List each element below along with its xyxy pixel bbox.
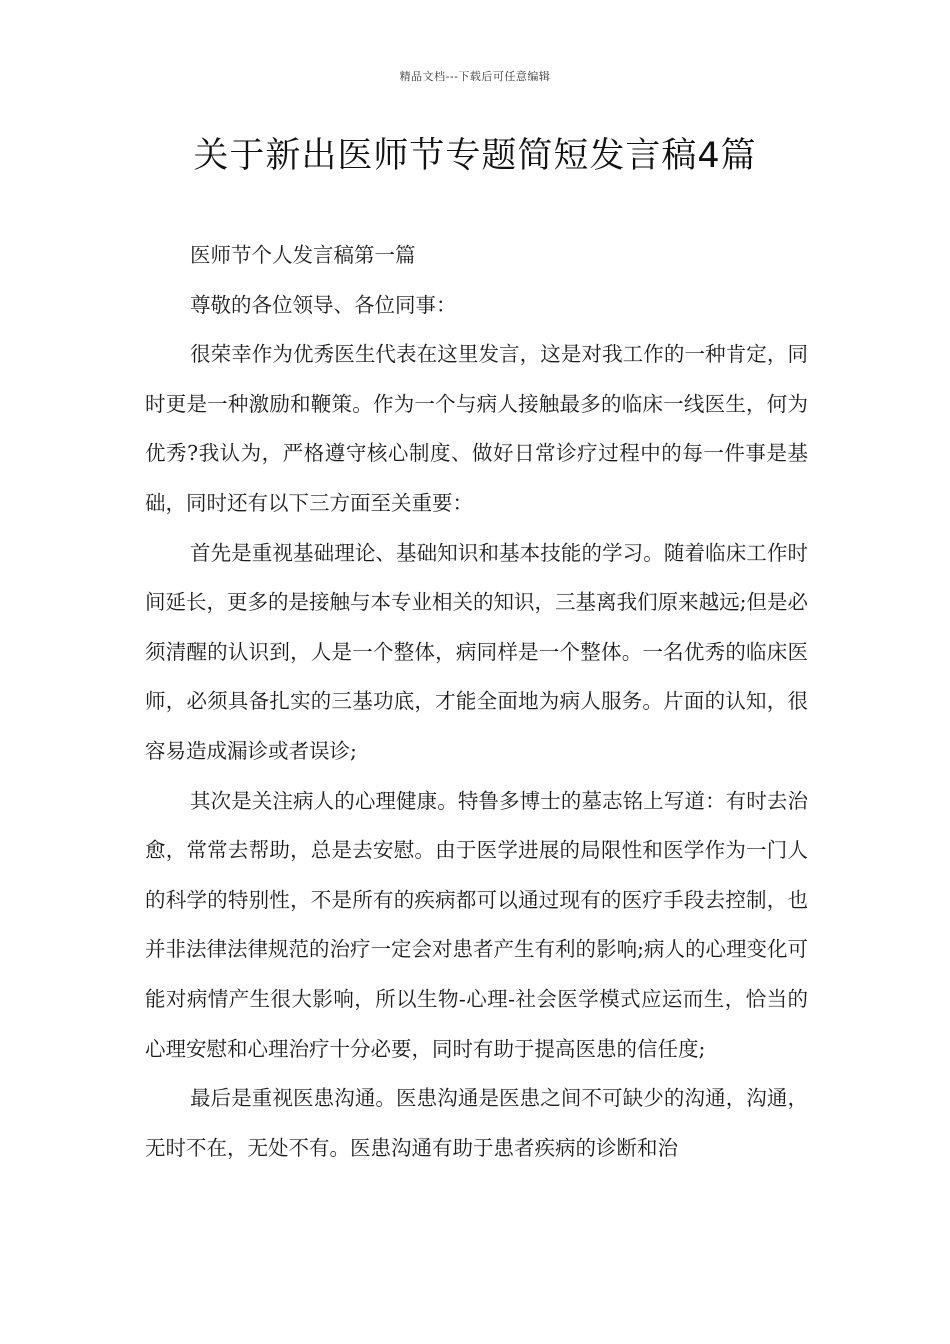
document-title: 关于新出医师节专题简短发言稿4篇 bbox=[193, 136, 757, 176]
paragraph-second-point: 其次是关注病人的心理健康。特鲁多博士的墓志铭上写道：有时去治愈，常常去帮助，总是去安慰。由于医学进展的局限性和医学作为一门人的科学的特别性，不是所有的疾病都可以通过现有的医疗手段去控制，也并非法律法律规范的治疗一定会对患者产生有利的影响;病人的心理变化可能对病情产生很大影响，所以生物-心理-社会医学模式应运而生，恰当的心理安慰和心理治疗十分必要，同时有助于提高医患的信任度; bbox=[145, 788, 808, 1061]
paragraph-intro: 很荣幸作为优秀医生代表在这里发言，这是对我工作的一种肯定，同时更是一种激励和鞭策。作为一个与病人接触最多的临床一线医生，何为优秀?我认为，严格遵守核心制度、做好日常诊疗过程中的每一件事是基础，同时还有以下三方面至关重要： bbox=[145, 342, 808, 515]
paragraph-salutation: 尊敬的各位领导、各位同事： bbox=[190, 292, 457, 317]
document-body bbox=[145, 231, 808, 1173]
paragraph-third-point: 最后是重视医患沟通。医患沟通是医患之间不可缺少的沟通，沟通，无时不在，无处不有。医患沟通有助于患者疾病的诊断和治 bbox=[145, 1086, 808, 1160]
header-note: 精品文档---下载后可任意编辑 bbox=[399, 70, 551, 83]
paragraph-subtitle: 医师节个人发言稿第一篇 bbox=[190, 243, 416, 267]
paragraph-first-point: 首先是重视基础理论、基础知识和基本技能的学习。随着临床工作时间延长，更多的是接触与本专业相关的知识，三基离我们原来越远;但是必须清醒的认识到，人是一个整体，病同样是一个整体。一名优秀的临床医师，必须具备扎实的三基功底，才能全面地为病人服务。片面的认知，很容易造成漏诊或者误诊; bbox=[145, 540, 808, 763]
